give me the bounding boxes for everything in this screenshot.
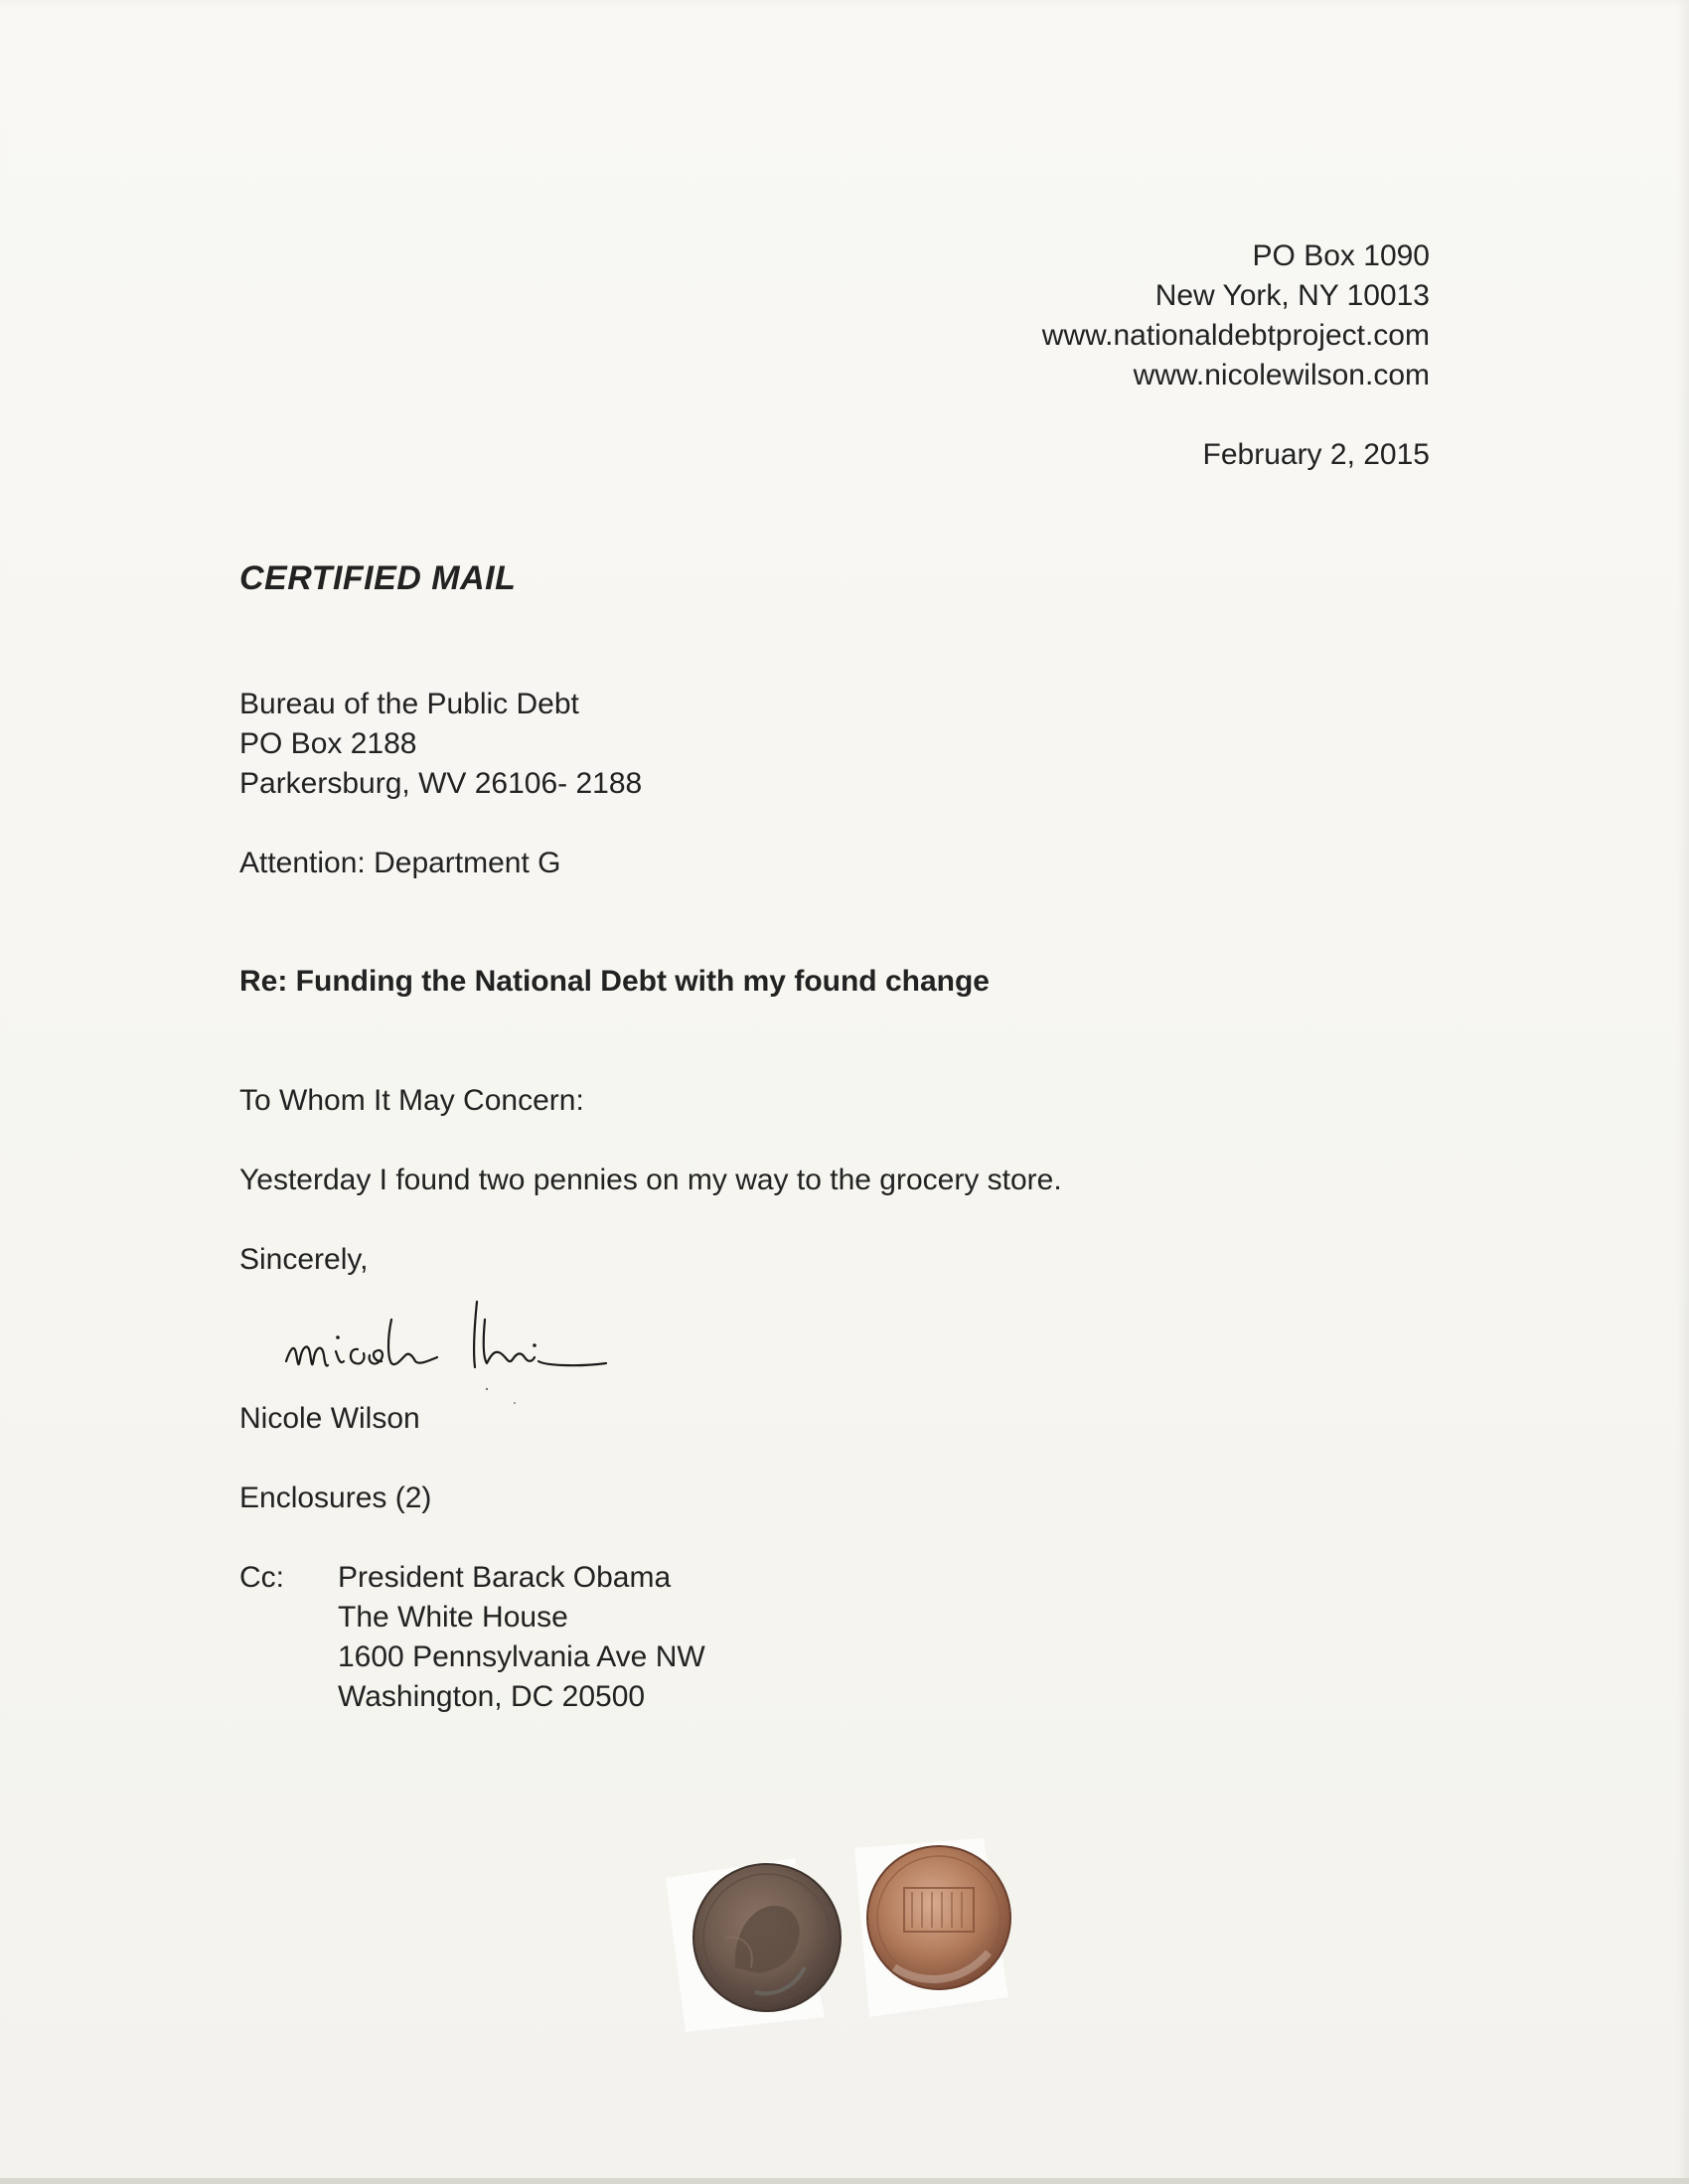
sender-website: www.nationaldebtproject.com [1041,319,1430,352]
recipient-line: Bureau of the Public Debt [239,688,579,720]
sender-name: Nicole Wilson [239,1402,420,1435]
letter-body: Yesterday I found two pennies on my way to the grocery store. [239,1164,1062,1196]
subject-line: Re: Funding the National Debt with my found change [239,965,990,998]
cc-label: Cc: [239,1561,284,1594]
sender-line: New York, NY 10013 [1154,279,1430,312]
cc-line: Washington, DC 20500 [338,1680,646,1713]
page-bottom-edge [0,2178,1689,2184]
recipient-address [239,685,642,804]
sender-address [1042,236,1430,395]
cc-line: The White House [338,1601,568,1634]
recipient-line: Parkersburg, WV 26106- 2188 [239,767,643,800]
cc-line: President Barack Obama [338,1561,672,1594]
taped-pennies [656,1818,1103,2047]
salutation: To Whom It May Concern: [239,1084,584,1117]
cc-line: 1600 Pennsylvania Ave NW [338,1640,705,1673]
attention-line: Attention: Department G [239,847,561,879]
letter-date: February 2, 2015 [1202,438,1430,471]
enclosures-note: Enclosures (2) [239,1482,432,1514]
cc-address [338,1558,705,1717]
penny-icon [867,1846,1010,1989]
recipient-line: PO Box 2188 [239,727,417,760]
sender-line: PO Box 1090 [1252,239,1430,272]
sender-website: www.nicolewilson.com [1133,359,1430,391]
closing: Sincerely, [239,1243,369,1276]
certified-mail-heading: CERTIFIED MAIL [239,559,517,597]
penny-icon [693,1864,841,2011]
handwritten-signature [278,1262,616,1411]
